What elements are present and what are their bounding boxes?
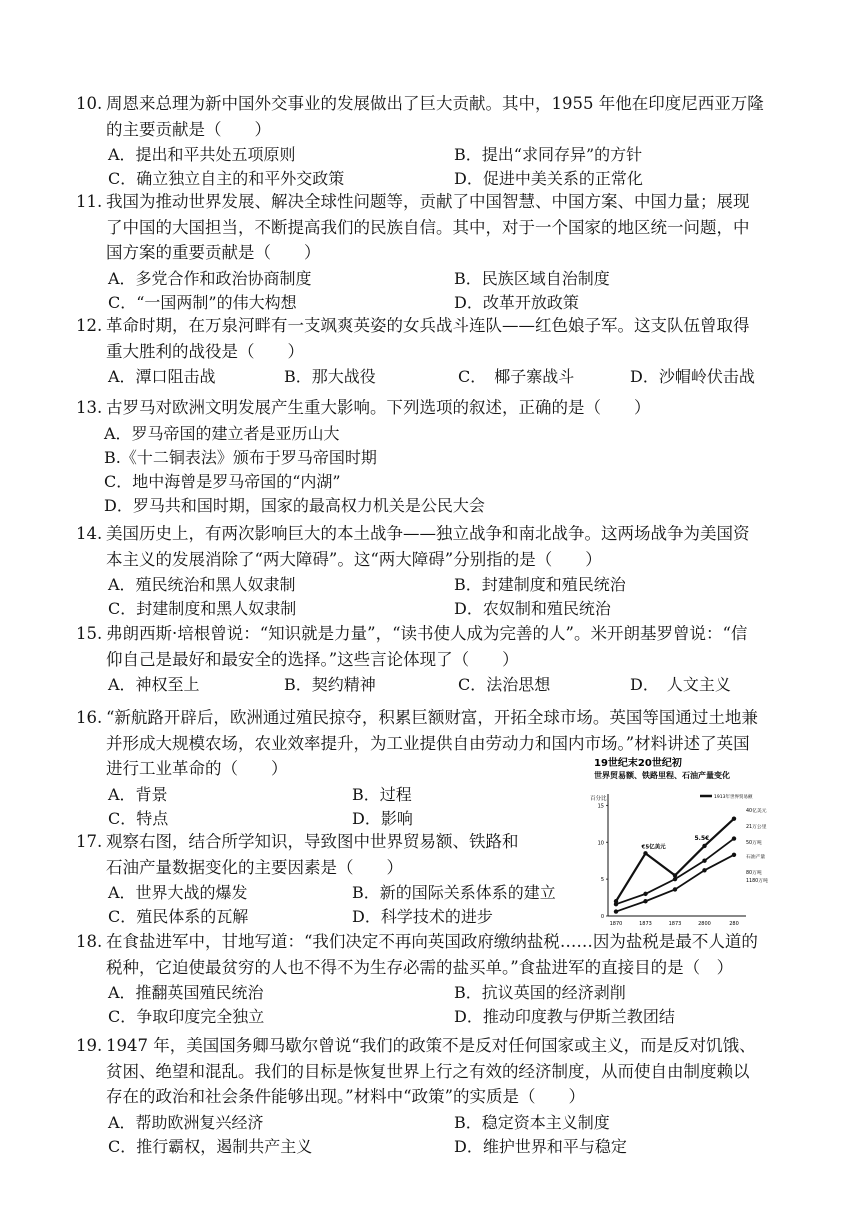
- data-point: [702, 844, 706, 848]
- series-end-label: 50万吨: [746, 841, 762, 846]
- question-stem-line: 我国为推动世界发展、解决全球性问题等，贡献了中国智慧、中国方案、中国力量；展现: [106, 192, 750, 211]
- x-tick-label: 1873: [668, 921, 682, 927]
- question-stem-line: 存在的政治和社会条件能够出现。”材料中“政策”的实质是（ ）: [106, 1087, 586, 1106]
- question-number: 12.: [76, 316, 103, 335]
- question-stem-line: 革命时期，在万泉河畔有一支飒爽英姿的女兵战斗连队——红色娘子军。这支队伍曾取得: [106, 316, 750, 335]
- question-number: 14.: [76, 524, 103, 543]
- option-D[interactable]: D．科学技术的进步: [352, 907, 493, 926]
- option-C[interactable]: C．“一国两制”的伟大构想: [108, 292, 297, 312]
- option-B[interactable]: B．契约精神: [284, 675, 376, 694]
- data-point: [732, 853, 736, 857]
- trade-railway-oil-chart: [588, 756, 784, 928]
- question-number: 17.: [76, 832, 103, 851]
- question-stem-line: 古罗马对欧洲文明发展产生重大影响。下列选项的叙述，正确的是（ ）: [106, 398, 651, 417]
- chart-svg: [588, 756, 784, 928]
- x-tick-label: 2800: [698, 921, 711, 927]
- option-A[interactable]: A．背景: [108, 784, 168, 804]
- option-B[interactable]: B．抗议英国的经济剥削: [454, 983, 626, 1002]
- series-line-3: [616, 855, 734, 912]
- question-stem-line: 本主义的发展消除了“两大障碍”。这“两大障碍”分别指的是（ ）: [106, 549, 602, 569]
- question-number: 16.: [76, 708, 103, 727]
- data-point: [643, 892, 647, 896]
- series-end-label: 1180万吨: [746, 879, 768, 884]
- option-B[interactable]: B．过程: [352, 784, 412, 804]
- option-B[interactable]: B．那大战役: [284, 367, 376, 386]
- annotation-label: 5.5€: [694, 834, 710, 842]
- option-D[interactable]: D．沙帽岭伏击战: [630, 367, 755, 386]
- question-stem-line: 1947 年，美国国务卿马歇尔曾说“我们的政策不是反对任何国家或主义，而是反对饥饿、: [106, 1036, 756, 1055]
- option-A[interactable]: A．提出和平共处五项原则: [108, 145, 296, 164]
- data-point: [643, 851, 647, 855]
- question-stem-line: 周恩来总理为新中国外交事业的发展做出了巨大贡献。其中，1955 年他在印度尼西亚万隆: [106, 94, 764, 113]
- series-end-label: 80万吨: [746, 871, 762, 876]
- y-tick-label: 10: [597, 840, 604, 847]
- series-end-label: 石油产量: [746, 855, 766, 860]
- option-D[interactable]: D． 人文主义: [630, 675, 731, 694]
- question-stem-line: 进行工业革命的（ ）: [106, 759, 288, 778]
- y-tick-label: 15: [597, 803, 604, 810]
- option-C[interactable]: C．殖民体系的瓦解: [108, 907, 249, 926]
- option-A[interactable]: A．推翻英国殖民统治: [108, 983, 264, 1002]
- question-stem-line: 税种，它迫使最贫穷的人也不得不为生存必需的盐买单。”食盐进军的直接目的是（ ）: [106, 957, 734, 977]
- series-end-label: 40亿美元: [746, 809, 767, 814]
- option-B[interactable]: B．稳定资本主义制度: [454, 1112, 610, 1132]
- annotation-label: €5亿美元: [641, 844, 666, 851]
- chart-title: 19世纪末20世纪初: [594, 758, 682, 769]
- option-B[interactable]: B．民族区域自治制度: [454, 268, 610, 288]
- question-stem-line: 并形成大规模农场，农业效率提升，为工业提供自由劳动力和国内市场。”材料讲述了英国: [106, 733, 750, 753]
- question-stem-line: “新航路开辟后，欧洲通过殖民掠夺，积累巨额财富，开拓全球市场。英国等国通过土地兼: [106, 708, 758, 727]
- data-point: [732, 816, 736, 820]
- data-point: [732, 836, 736, 840]
- option-A[interactable]: A．多党合作和政治协商制度: [108, 268, 312, 288]
- option-D[interactable]: D．维护世界和平与稳定: [454, 1136, 627, 1156]
- data-point: [702, 858, 706, 862]
- question-number: 11.: [76, 192, 103, 211]
- question-stem-line: 在食盐进军中，甘地写道：“我们决定不再向英国政府缴纳盐税……因为盐税是最不人道的: [106, 932, 758, 951]
- option-D[interactable]: D．罗马共和国时期，国家的最高权力机关是公民大会: [104, 495, 485, 515]
- question-number: 18.: [76, 932, 103, 951]
- data-point: [614, 902, 618, 906]
- question-stem-line: 的主要贡献是（ ）: [106, 119, 271, 139]
- chart-subtitle: 世界贸易额、铁路里程、石油产量变化: [594, 771, 730, 780]
- legend-entry: 1913年世界贸易额: [714, 795, 753, 800]
- option-B[interactable]: B.《十二铜表法》颁布于罗马帝国时期: [104, 447, 377, 467]
- option-C[interactable]: C．封建制度和黑人奴隶制: [108, 599, 297, 618]
- data-point: [702, 868, 706, 872]
- option-C[interactable]: C．法治思想: [458, 675, 551, 694]
- option-C[interactable]: C．争取印度完全独立: [108, 1007, 265, 1026]
- question-stem-line: 美国历史上，有两次影响巨大的本土战争——独立战争和南北战争。这两场战争为美国资: [106, 524, 750, 543]
- question-number: 13.: [76, 398, 103, 417]
- option-D[interactable]: D．推动印度教与伊斯兰教团结: [454, 1007, 675, 1026]
- question-number: 10.: [76, 94, 103, 113]
- question-number: 19.: [76, 1036, 103, 1055]
- option-D[interactable]: D．促进中美关系的正常化: [454, 169, 643, 188]
- option-C[interactable]: C． 椰子寨战斗: [458, 367, 575, 386]
- question-stem-line: 石油产量数据变化的主要因素是（ ）: [106, 857, 403, 877]
- question-stem-line: 重大胜利的战役是（ ）: [106, 341, 304, 361]
- y-axis-label: 百分比: [590, 796, 607, 802]
- option-B[interactable]: B．提出“求同存异”的方针: [454, 145, 643, 164]
- option-C[interactable]: C．特点: [108, 808, 169, 828]
- question-stem-line: 仰自己是最好和最安全的选择。”这些言论体现了（ ）: [106, 649, 519, 669]
- option-A[interactable]: A．帮助欧洲复兴经济: [108, 1112, 264, 1132]
- option-C[interactable]: C．确立独立自主的和平外交政策: [108, 169, 345, 188]
- option-A[interactable]: A．潭口阻击战: [108, 367, 216, 386]
- question-stem-line: 贫困、绝望和混乱。我们的目标是恢复世界上行之有效的经济制度，从而使自由制度赖以: [106, 1061, 750, 1081]
- option-A[interactable]: A．世界大战的爆发: [108, 883, 248, 902]
- option-B[interactable]: B．封建制度和殖民统治: [454, 575, 626, 594]
- option-B[interactable]: B．新的国际关系体系的建立: [352, 883, 556, 902]
- option-D[interactable]: D．改革开放政策: [454, 292, 579, 312]
- option-C[interactable]: C．推行霸权，遏制共产主义: [108, 1136, 313, 1156]
- x-tick-label: 280: [729, 921, 739, 927]
- option-A[interactable]: A．殖民统治和黑人奴隶制: [108, 575, 296, 594]
- question-number: 15.: [76, 624, 103, 643]
- series-end-label: 21万公里: [746, 825, 767, 830]
- x-tick-label: 1873: [639, 921, 652, 927]
- question-stem-line: 观察右图，结合所学知识，导致图中世界贸易额、铁路和: [106, 832, 519, 851]
- y-tick-label: 5: [600, 877, 604, 884]
- option-D[interactable]: D．影响: [352, 808, 413, 828]
- question-stem-line: 弗朗西斯·培根曾说：“知识就是力量”，“读书使人成为完善的人”。米开朗基罗曾说：“信: [106, 624, 748, 643]
- x-tick-label: 1870: [609, 921, 623, 927]
- y-tick-label: 0: [600, 914, 604, 920]
- option-D[interactable]: D．农奴制和殖民统治: [454, 599, 611, 618]
- option-A[interactable]: A．神权至上: [108, 675, 200, 694]
- question-stem-line: 了中国的大国担当，不断提高我们的民族自信。其中，对于一个国家的地区统一问题，中: [106, 217, 750, 237]
- option-A[interactable]: A．罗马帝国的建立者是亚历山大: [104, 423, 340, 443]
- question-stem-line: 国方案的重要贡献是（ ）: [106, 243, 321, 262]
- data-point: [643, 899, 647, 903]
- data-point: [614, 909, 618, 913]
- option-C[interactable]: C．地中海曾是罗马帝国的“内湖”: [104, 471, 341, 491]
- data-point: [673, 877, 677, 881]
- data-point: [673, 887, 677, 891]
